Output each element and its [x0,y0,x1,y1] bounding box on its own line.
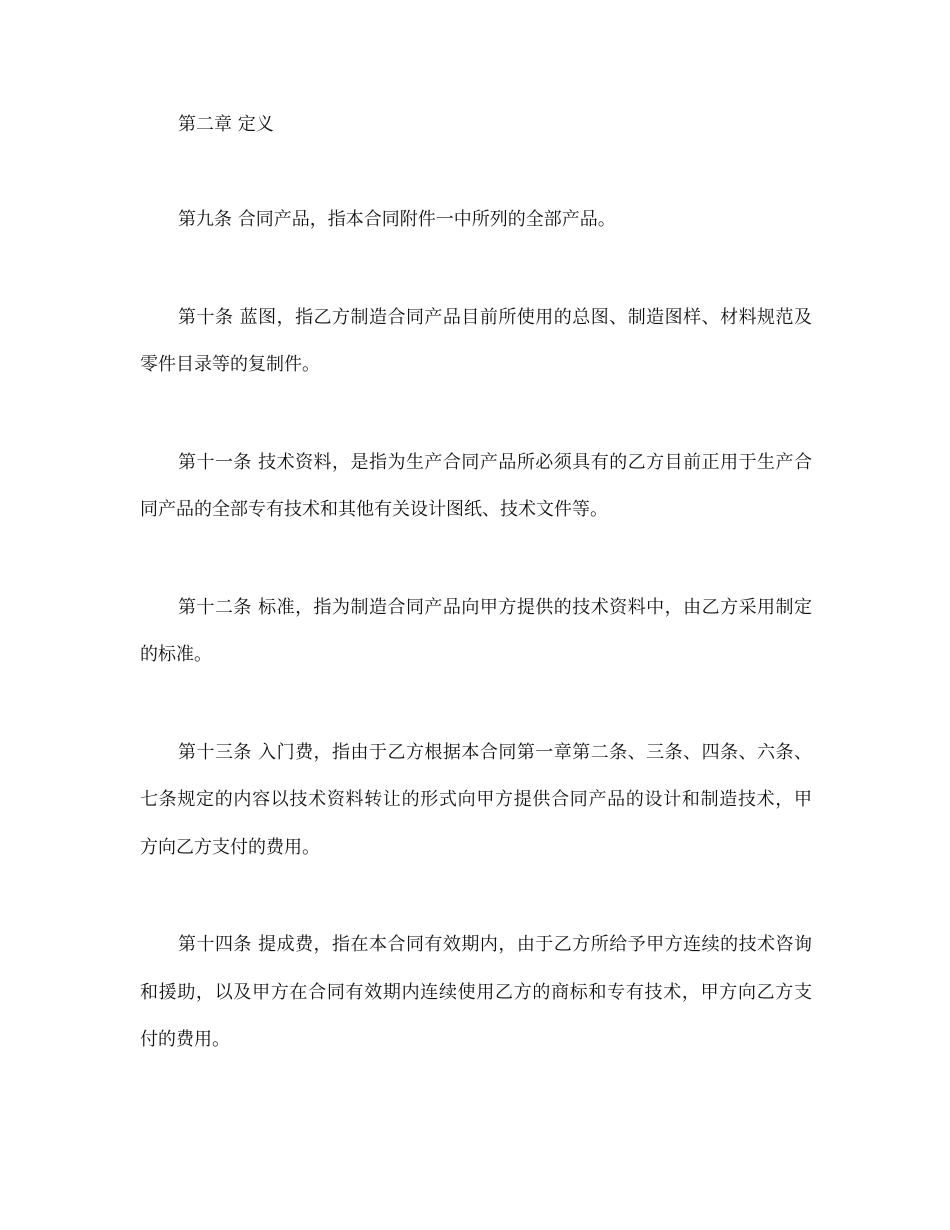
article-12-line-2: 的标准。 [140,644,212,665]
article-11-line-2: 同产品的全部专有技术和其他有关设计图纸、技术文件等。 [140,499,608,520]
article-12-line-1: 第十二条 标准，指为制造合同产品向甲方提供的技术资料中，由乙方采用制定 [178,597,812,618]
article-14-line-3: 付的费用。 [140,1029,230,1050]
chapter-title: 第二章 定义 [178,114,274,135]
article-11-line-1: 第十一条 技术资料，是指为生产合同产品所必须具有的乙方目前正用于生产合 [178,452,812,473]
article-13-line-2: 七条规定的内容以技术资料转让的形式向甲方提供合同产品的设计和制造技术，甲 [140,789,812,810]
article-14-line-2: 和援助，以及甲方在合同有效期内连续使用乙方的商标和专有技术，甲方向乙方支 [140,982,812,1003]
article-10-line-1: 第十条 蓝图，指乙方制造合同产品目前所使用的总图、制造图样、材料规范及 [178,307,812,328]
article-14-line-1: 第十四条 提成费，指在本合同有效期内，由于乙方所给予甲方连续的技术咨询 [178,934,812,955]
article-13-line-1: 第十三条 入门费，指由于乙方根据本合同第一章第二条、三条、四条、六条、 [178,742,812,763]
article-10-line-2: 零件目录等的复制件。 [140,354,320,375]
article-9-line-1: 第九条 合同产品，指本合同附件一中所列的全部产品。 [178,209,616,230]
article-13-line-3: 方向乙方支付的费用。 [140,837,320,858]
